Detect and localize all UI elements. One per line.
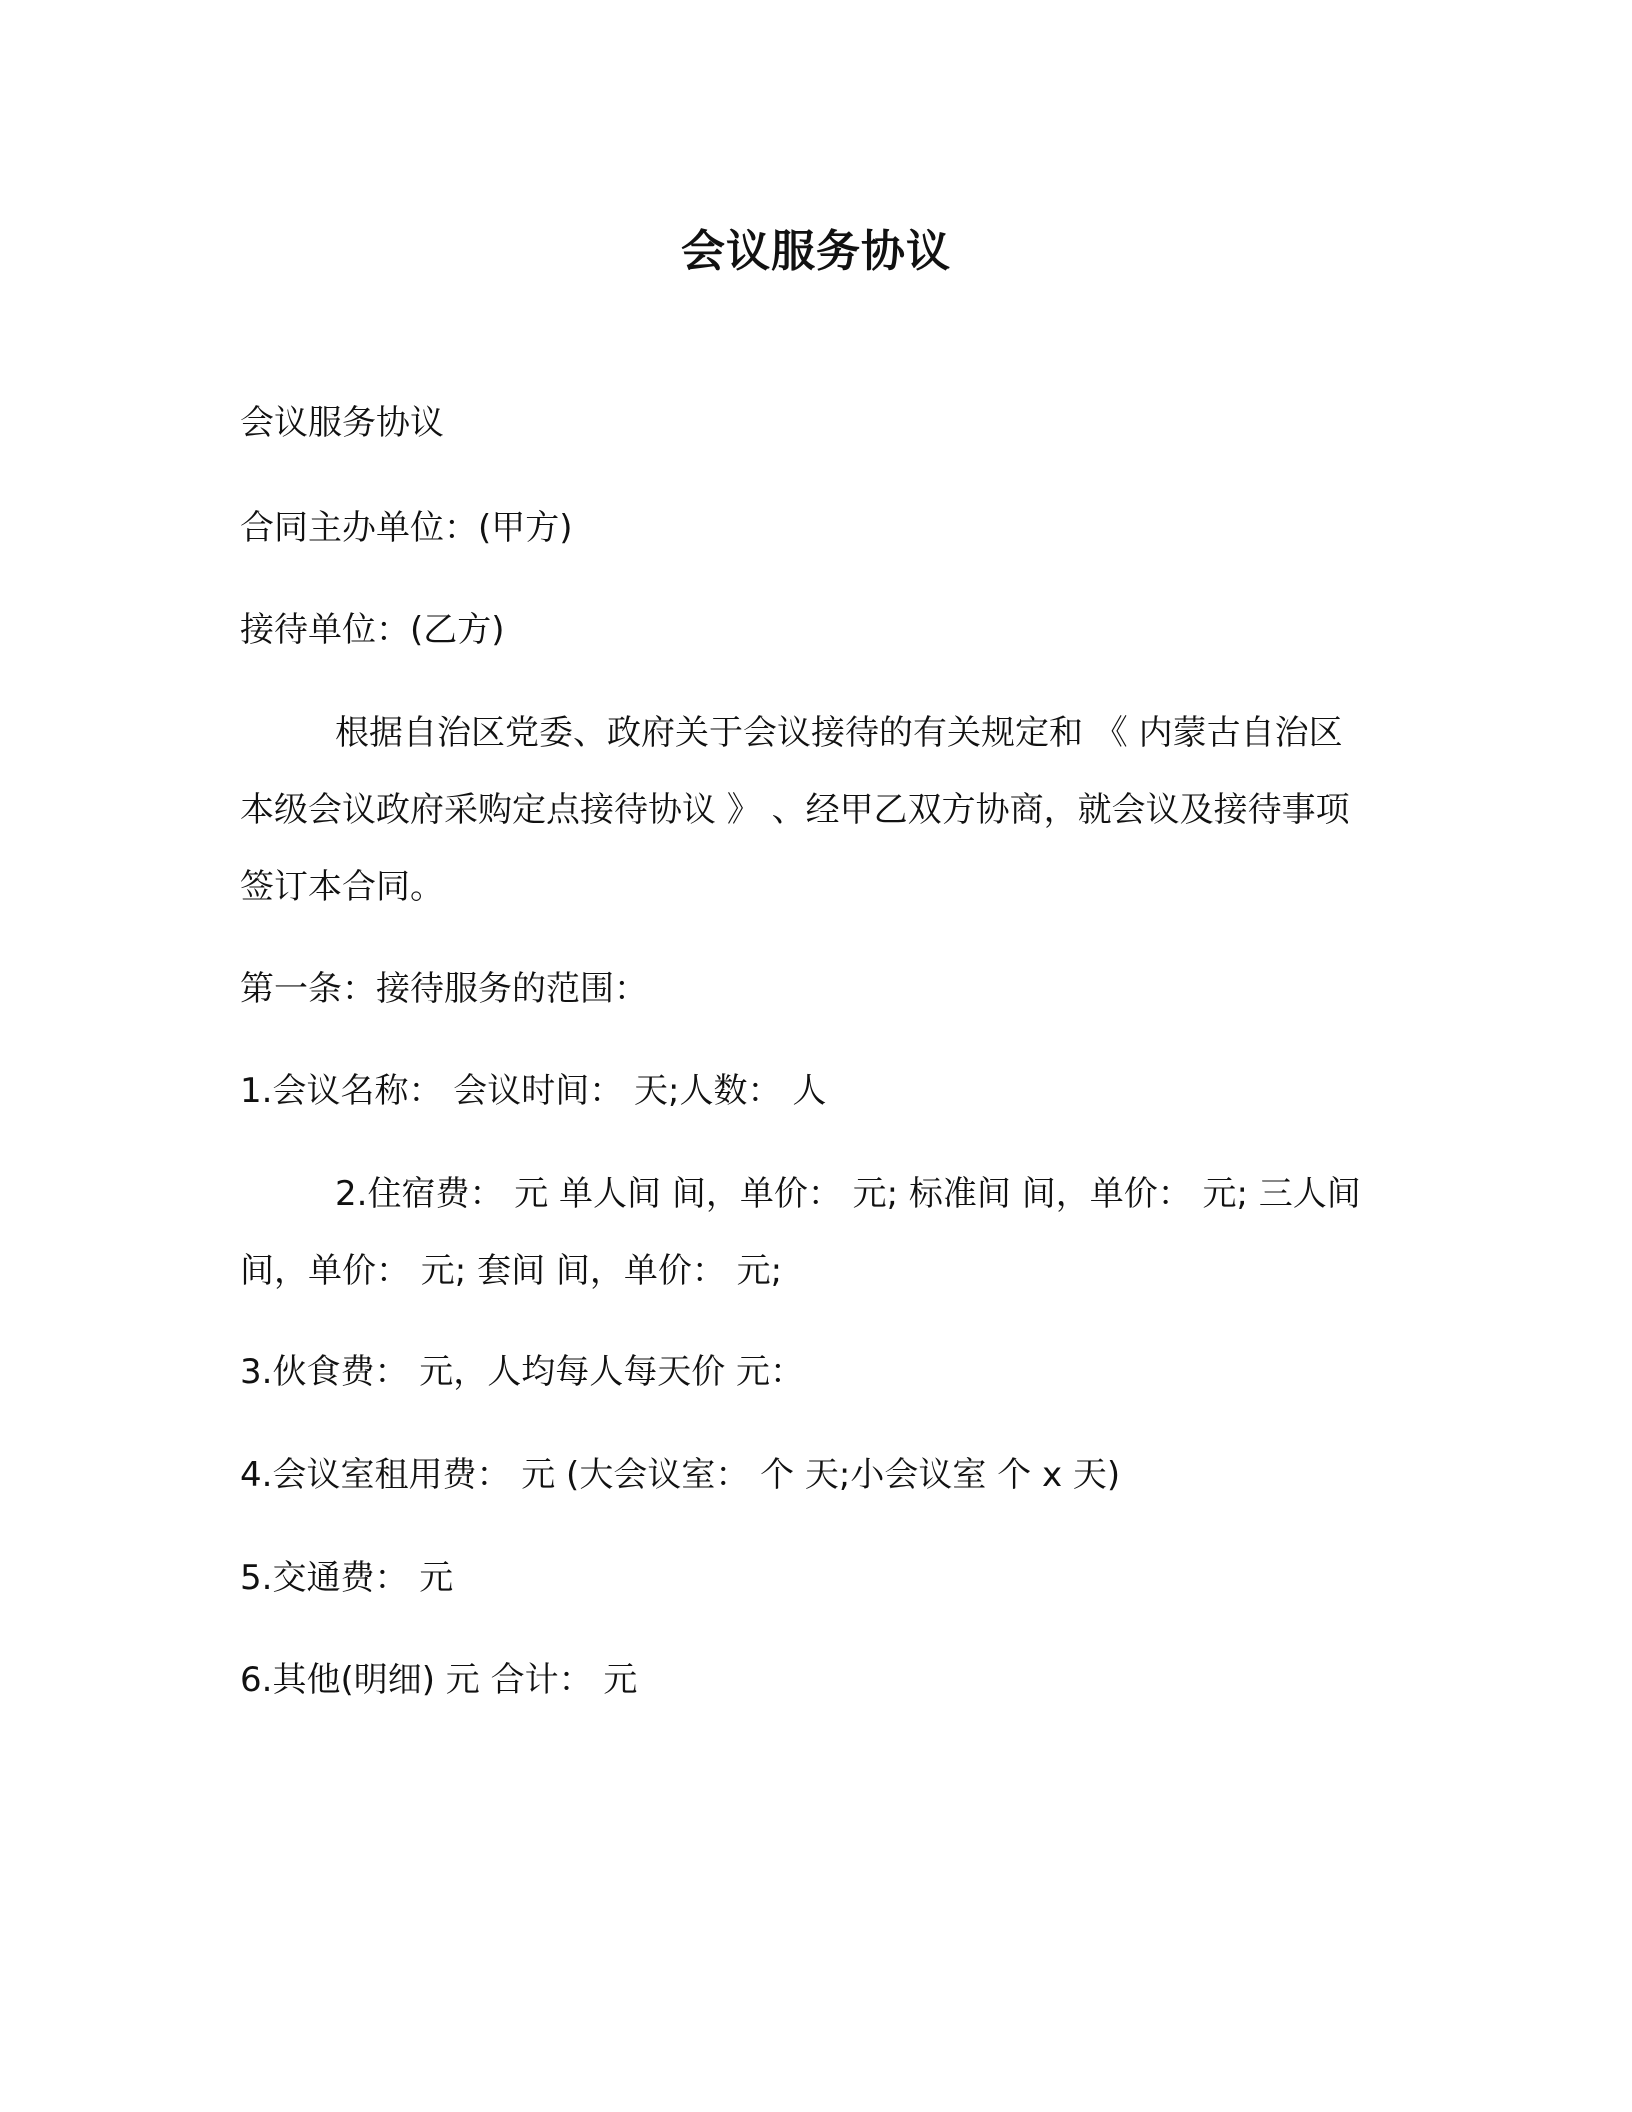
paragraph-item-4: 4.会议室租用费： 元 (大会议室： 个 天;小会议室 个 x 天) — [240, 1455, 1121, 1495]
paragraph-party-a: 合同主办单位：(甲方) — [240, 508, 573, 548]
paragraph-item-2: 2.住宿费： 元 单人间 间，单价： 元; 标准间 间，单价： 元; 三人间 间，单价： 元; 套间 间，单价： 元; — [240, 1174, 1361, 1291]
paragraph-article-one: 第一条：接待服务的范围： — [240, 969, 648, 1009]
document-title: 会议服务协议 — [681, 226, 951, 277]
paragraph-party-b: 接待单位：(乙方) — [240, 610, 505, 650]
paragraph-item-5: 5.交通费： 元 — [240, 1558, 454, 1598]
paragraph-item-1: 1.会议名称： 会议时间： 天;人数： 人 — [240, 1071, 827, 1111]
paragraph-preamble: 根据自治区党委、政府关于会议接待的有关规定和 《 内蒙古自治区本级会议政府采购定点接待协议 》 、经甲乙双方协商，就会议及接待事项签订本合同。 — [240, 713, 1350, 907]
paragraph-item-6: 6.其他(明细) 元 合计： 元 — [240, 1660, 638, 1700]
paragraph-item-3: 3.伙食费： 元，人均每人每天价 元： — [240, 1352, 805, 1392]
paragraph-subtitle: 会议服务协议 — [240, 403, 444, 443]
